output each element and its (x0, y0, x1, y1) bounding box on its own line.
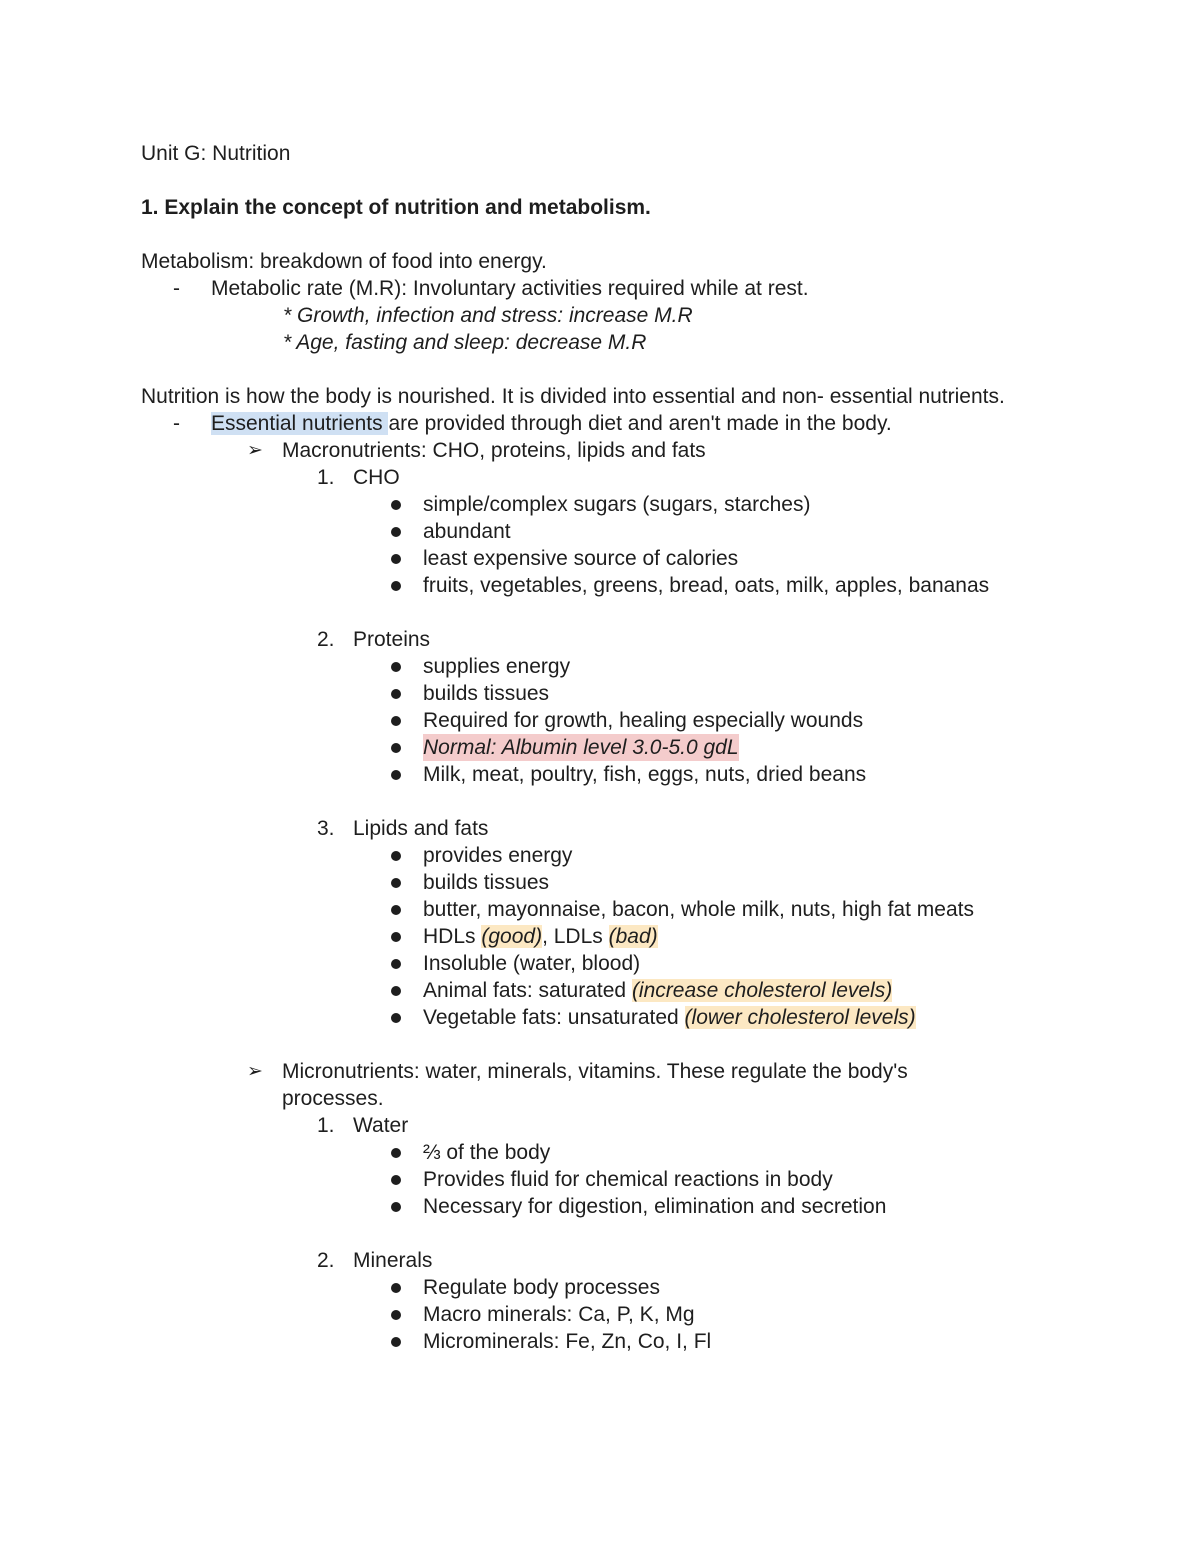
essential-nutrients-text: are provided through diet and aren't made in the body. (388, 412, 892, 435)
hdl-text: HDLs (423, 925, 482, 948)
minerals-label: Minerals (353, 1249, 433, 1272)
list-item (141, 1301, 1041, 1328)
list-item (141, 491, 1041, 518)
list-item (141, 1112, 1041, 1139)
minerals-item: Regulate body processes (423, 1276, 660, 1299)
lipids-item: builds tissues (423, 871, 550, 894)
bullet-icon (391, 1283, 401, 1293)
bullet-icon (391, 1148, 401, 1158)
bullet-icon (391, 959, 401, 969)
minerals-item: Macro minerals: Ca, P, K, Mg (423, 1303, 695, 1326)
bullet-icon (391, 986, 401, 996)
bullet-icon (391, 689, 401, 699)
list-item (141, 761, 1041, 788)
bullet-icon (391, 716, 401, 726)
list-item (141, 815, 1041, 842)
bullet-icon (391, 878, 401, 888)
list-item (141, 1328, 1041, 1355)
list-item (141, 734, 1041, 761)
list-item (141, 896, 1041, 923)
bullet-icon (391, 851, 401, 861)
list-item (141, 653, 1041, 680)
minerals-item: Microminerals: Fe, Zn, Co, I, Fl (423, 1330, 712, 1353)
list-item (141, 1004, 1041, 1031)
list-number: 2. (317, 1249, 335, 1272)
vegetable-fats-highlight: (lower cholesterol levels) (684, 1006, 916, 1029)
list-item (141, 950, 1041, 977)
list-item (141, 923, 1041, 950)
ldl-bad-highlight: (bad) (608, 925, 658, 948)
bullet-icon (391, 743, 401, 753)
proteins-item: builds tissues (423, 682, 550, 705)
list-item (141, 437, 1041, 464)
section-heading: 1. Explain the concept of nutrition and metabolism. (141, 196, 651, 219)
cho-label: CHO (353, 466, 400, 489)
bullet-icon (391, 1310, 401, 1320)
list-item (141, 1139, 1041, 1166)
list-item (141, 518, 1041, 545)
list-item (141, 1193, 1041, 1220)
cho-item: abundant (423, 520, 511, 543)
vegetable-fats-text: Vegetable fats: unsaturated (423, 1006, 685, 1029)
bullet-icon (391, 500, 401, 510)
arrow-bullet-icon: ➢ (247, 440, 263, 461)
bullet-icon (391, 932, 401, 942)
hdl-good-highlight: (good) (481, 925, 543, 948)
bullet-icon (391, 662, 401, 672)
water-item: Provides fluid for chemical reactions in body (423, 1168, 833, 1191)
macronutrients-text: Macronutrients: CHO, proteins, lipids and fats (282, 439, 706, 462)
nutrition-paragraph: Nutrition is how the body is nourished. It is divided into essential and non- essential nutrients. (141, 385, 1005, 408)
list-item (141, 869, 1041, 896)
bullet-icon (391, 1337, 401, 1347)
list-item (141, 302, 1041, 329)
list-item (141, 545, 1041, 572)
list-item (141, 1058, 1041, 1112)
metabolism-definition: Metabolism: breakdown of food into energy. (141, 250, 547, 273)
list-number: 1. (317, 1114, 335, 1137)
lipids-item: provides energy (423, 844, 573, 867)
list-item (141, 572, 1041, 599)
list-item (141, 1247, 1041, 1274)
micronutrients-text: Micronutrients: water, minerals, vitamins. These regulate the body's processes. (282, 1060, 908, 1110)
proteins-item: Milk, meat, poultry, fish, eggs, nuts, dried beans (423, 763, 867, 786)
bullet-icon (391, 527, 401, 537)
list-item (141, 410, 1041, 437)
mr-decrease-note: * Age, fasting and sleep: decrease M.R (283, 331, 647, 354)
cho-item: least expensive source of calories (423, 547, 739, 570)
list-number: 1. (317, 466, 335, 489)
bullet-icon (391, 554, 401, 564)
bullet-icon (391, 1175, 401, 1185)
proteins-item: supplies energy (423, 655, 571, 678)
water-label: Water (353, 1114, 409, 1137)
dash-marker: - (173, 412, 180, 435)
bullet-icon (391, 1202, 401, 1212)
lipids-item: Insoluble (water, blood) (423, 952, 641, 975)
dash-marker: - (173, 277, 180, 300)
list-item (141, 275, 1041, 302)
bullet-icon (391, 1013, 401, 1023)
list-item (141, 626, 1041, 653)
cho-item: simple/complex sugars (sugars, starches) (423, 493, 811, 516)
ldl-text: , LDLs (542, 925, 609, 948)
list-number: 3. (317, 817, 335, 840)
list-item (141, 464, 1041, 491)
list-item (141, 842, 1041, 869)
document-body (141, 140, 1041, 1355)
water-item: Necessary for digestion, elimination and secretion (423, 1195, 887, 1218)
list-item (141, 1274, 1041, 1301)
proteins-item: Required for growth, healing especially wounds (423, 709, 864, 732)
list-item (141, 329, 1041, 356)
arrow-bullet-icon: ➢ (247, 1061, 263, 1082)
cho-item: fruits, vegetables, greens, bread, oats, milk, apples, bananas (423, 574, 990, 597)
list-item (141, 680, 1041, 707)
list-number: 2. (317, 628, 335, 651)
animal-fats-text: Animal fats: saturated (423, 979, 632, 1002)
essential-nutrients-highlight: Essential nutrients (211, 412, 389, 435)
metabolic-rate-text: Metabolic rate (M.R): Involuntary activities required while at rest. (211, 277, 809, 300)
bullet-icon (391, 905, 401, 915)
animal-fats-highlight: (increase cholesterol levels) (631, 979, 893, 1002)
lipids-label: Lipids and fats (353, 817, 489, 840)
albumin-normal-highlight: Normal: Albumin level 3.0-5.0 gdL (423, 736, 739, 759)
list-item (141, 707, 1041, 734)
proteins-label: Proteins (353, 628, 431, 651)
bullet-icon (391, 581, 401, 591)
list-item (141, 977, 1041, 1004)
water-item: ⅔ of the body (423, 1141, 551, 1164)
doc-title: Unit G: Nutrition (141, 142, 291, 165)
list-item (141, 1166, 1041, 1193)
lipids-item: butter, mayonnaise, bacon, whole milk, nuts, high fat meats (423, 898, 974, 921)
mr-increase-note: * Growth, infection and stress: increase M.R (283, 304, 693, 327)
bullet-icon (391, 770, 401, 780)
